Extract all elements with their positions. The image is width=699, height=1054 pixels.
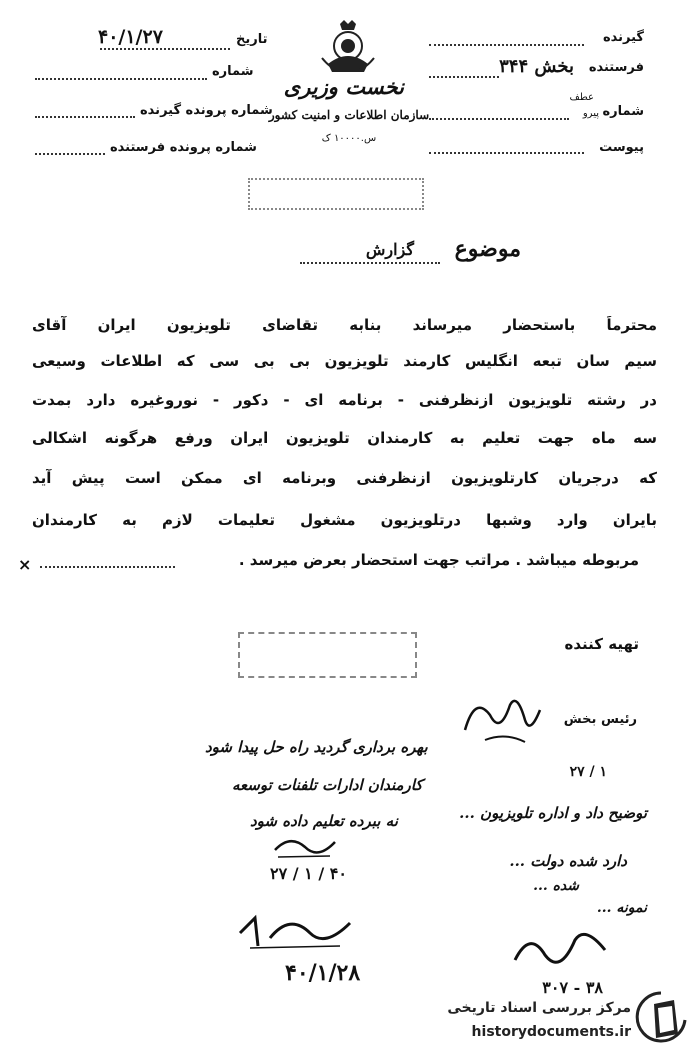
bottom-left-signature-icon [230, 908, 360, 953]
right-number-sub: عطف [569, 92, 594, 103]
section-head-signature-icon [455, 690, 545, 750]
date-label: تاریخ [236, 32, 268, 47]
org-title: نخست وزیری [283, 74, 404, 99]
bottom-left-date: ۴۰/۱/۲۸ [285, 960, 361, 986]
body-line-7: مربوطه میباشد . مراتب جهت استحضار بعرض میرسد . [238, 551, 639, 569]
right-note-signature-icon [510, 925, 610, 975]
body-line-4: سه ماه جهت تعلیم به کارمندان تلویزیون ایران ورفع هرگونه اشکالی [32, 429, 657, 447]
watermark-line-2: historydocuments.ir [471, 1024, 631, 1040]
right-number-sub2: پیرو [582, 108, 599, 119]
section-head-label: رئیس بخش [563, 712, 637, 727]
recipient-file-dots [35, 116, 135, 118]
attachment-label: پیوست [599, 140, 644, 155]
sender-file-dots [35, 153, 105, 155]
recipient-file-label: شماره پرونده گیرنده [140, 103, 273, 118]
body-line-1: محترماً باستحضار میرساند بنابه تقاضای تلویزیون ایران آقای [32, 316, 657, 334]
recipient-dots [429, 44, 584, 46]
body-line-3: در رشته تلویزیون ازنظرفنی - برنامه ای - دکور - نوروغیره دارد بمدت [32, 391, 657, 409]
right-note-date: ۲۷ / ۱ [569, 764, 607, 780]
bottom-right-number: ۳۰۷ - ۳۸ [542, 978, 603, 997]
subject-label: موضوع [454, 236, 521, 262]
subject-value: گزارش [365, 240, 414, 259]
left-note-date: ۲۷ / ۱ / ۴۰ [270, 864, 347, 883]
left-note-line-1: بهره برداری گردید راه حل پیدا شود [205, 738, 428, 756]
left-number-label: شماره [212, 64, 254, 79]
redacted-preparer [238, 632, 417, 678]
recipient-label: گیرنده [602, 30, 644, 45]
subject-dots [300, 262, 440, 264]
attachment-dots [429, 152, 584, 154]
body-line-5: که درجریان کارتلویزیون ازنظرفنی وبرنامه ای ممکن است پیش آید [32, 469, 657, 487]
lion-and-sun-emblem-icon [318, 18, 378, 76]
left-number-dots [35, 78, 207, 80]
right-note-line-1: توضیح داد و اداره تلویزیون ... [459, 804, 647, 822]
right-note-line-4: نمونه ... [596, 900, 647, 916]
history-documents-logo-icon [634, 990, 688, 1046]
preparer-label: تهیه کننده [564, 635, 639, 653]
watermark-line-1: مرکز بررسی اسناد تاریخی [447, 1000, 631, 1016]
left-note-signature-icon [270, 832, 340, 862]
date-dots [100, 48, 230, 50]
sender-label: فرستنده [588, 60, 644, 75]
redacted-stamp [248, 178, 424, 210]
sender-dots [429, 76, 499, 78]
right-number-dots [429, 118, 569, 120]
right-note-line-2: دارد شده دولت ... [509, 852, 627, 870]
date-value: ۴۰/۱/۲۷ [98, 26, 163, 48]
sender-value: بخش ۳۴۴ [499, 56, 574, 77]
left-note-line-3: نه ببرده تعلیم داده شود [250, 812, 398, 830]
right-note-line-3: شده ... [533, 878, 579, 894]
body-line-6: بایران وارد وشبها درتلویزیون مشغول تعلیمات لازم به کارمندان [32, 511, 657, 529]
org-subtitle: سازمان اطلاعات و امنیت کشور [268, 108, 430, 122]
body-end-dots [40, 566, 175, 568]
sender-file-label: شماره پرونده فرستنده [110, 140, 257, 155]
right-number-label: شماره [602, 104, 644, 119]
body-line-2: سیم سان تبعه انگلیس کارمند تلویزیون بی بی سی که اطلاعات وسیعی [32, 352, 657, 370]
org-code: س.۱۰۰۰۰ ک [321, 133, 377, 144]
left-note-line-2: کارمندان ادارات تلفنات توسعه [232, 776, 423, 794]
end-mark: × [18, 555, 32, 574]
